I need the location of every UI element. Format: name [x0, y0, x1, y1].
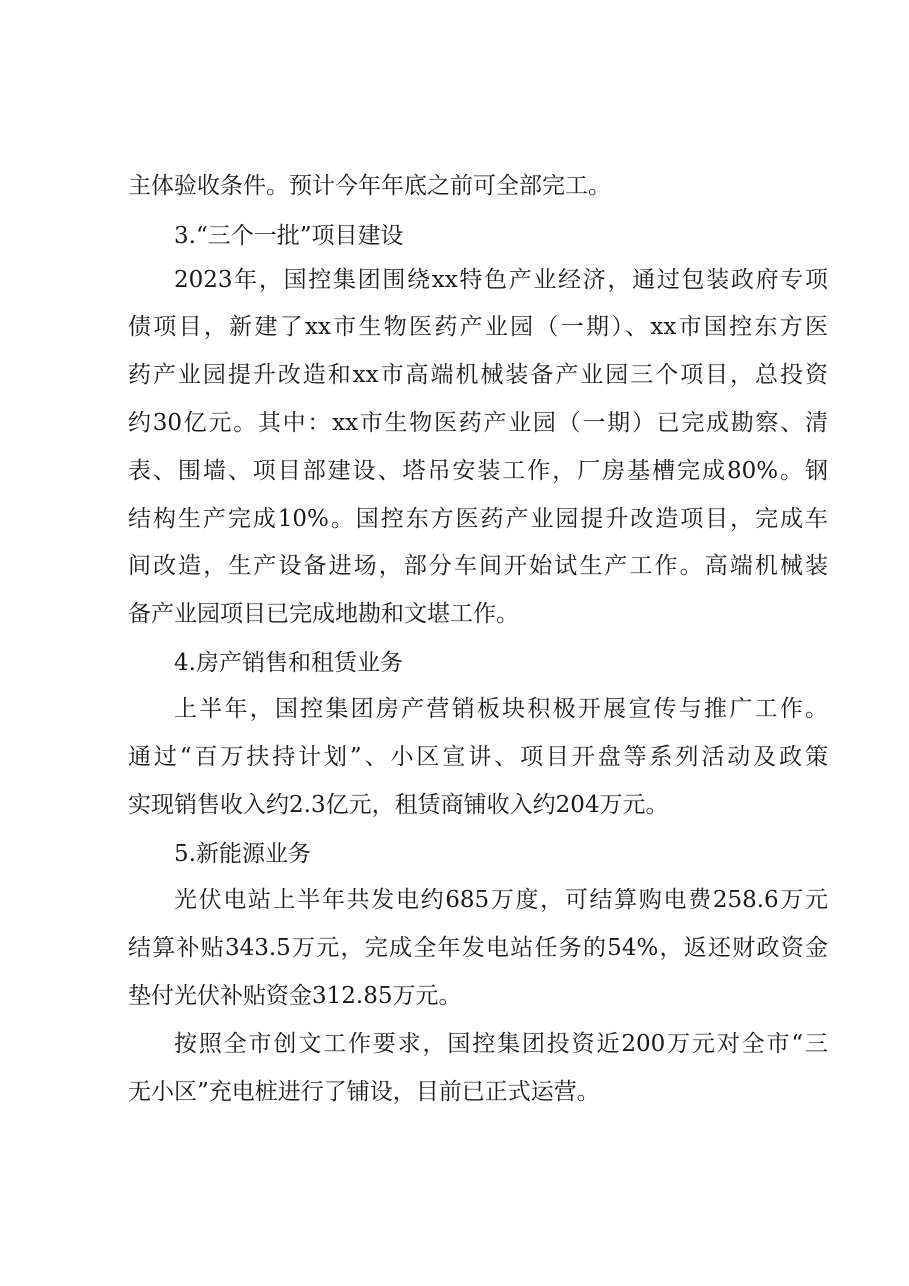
text-line: 药产业园提升改造和xx市高端机械装备产业园三个项目，总投资	[128, 362, 828, 388]
text-line: 结算补贴343.5万元，完成全年发电站任务的54%，返还财政资金	[128, 935, 828, 961]
text-line: 实现销售收入约2.3亿元，租赁商铺收入约204万元。	[128, 792, 669, 818]
text-line: 2023年，国控集团围绕xx特色产业经济，通过包装政府专项	[174, 267, 828, 293]
text-line: 间改造，生产设备进场，部分车间开始试生产工作。高端机械装	[128, 553, 828, 579]
text-line: 通过“百万扶持计划”、小区宣讲、项目开盘等系列活动及政策	[128, 744, 828, 770]
section-heading: 3.“三个一批”项目建设	[174, 223, 404, 249]
text-line: 按照全市创文工作要求，国控集团投资近200万元对全市“三	[174, 1031, 828, 1057]
text-line: 结构生产完成10%。国控东方医药产业园提升改造项目，完成车	[128, 506, 828, 532]
text-line: 主体验收条件。预计今年年底之前可全部完工。	[128, 173, 611, 199]
text-line: 约30亿元。其中：xx市生物医药产业园（一期）已完成勘察、清	[128, 410, 828, 436]
section-heading: 5.新能源业务	[174, 841, 311, 867]
text-line: 无小区”充电桩进行了铺设，目前已正式运营。	[128, 1079, 600, 1105]
text-line: 备产业园项目已完成地勘和文堪工作。	[128, 601, 519, 627]
text-line: 债项目，新建了xx市生物医药产业园（一期）、xx市国控东方医	[128, 314, 828, 340]
section-heading: 4.房产销售和租赁业务	[174, 650, 403, 676]
text-line: 表、围墙、项目部建设、塔吊安装工作，厂房基槽完成80%。钢	[128, 458, 828, 484]
text-line: 垫付光伏补贴资金312.85万元。	[128, 983, 462, 1009]
text-line: 上半年，国控集团房产营销板块积极开展宣传与推广工作。	[174, 696, 828, 722]
text-line: 光伏电站上半年共发电约685万度，可结算购电费258.6万元	[174, 887, 828, 913]
